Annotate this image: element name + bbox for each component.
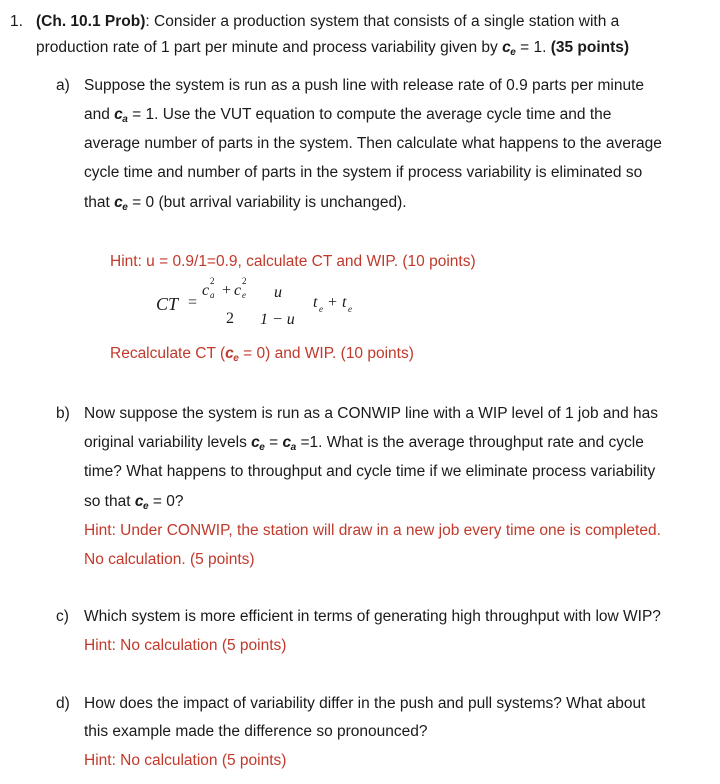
problem-points: (35 points)	[550, 39, 630, 56]
part-b-line-3: time? What happens to throughput and cycle time if we eliminate process variability	[84, 463, 656, 480]
part-a-line-5: that ce = 0 (but arrival variability is unchanged).	[84, 194, 407, 213]
problem-number: 1.	[10, 13, 23, 30]
formula-equals: =	[188, 294, 198, 311]
part-c-line-1: Which system is more efficient in terms of generating high throughput with low WIP?	[84, 608, 661, 625]
part-b-line-1: Now suppose the system is run as a CONWIP line with a WIP level of 1 job and has	[84, 405, 659, 422]
problem-statement-line-1: (Ch. 10.1 Prob): Consider a production system that consists of a single station with a	[36, 13, 620, 30]
part-a-line-4: cycle time and number of parts in the system if process variability is eliminated so	[84, 164, 643, 181]
part-b-marker: b)	[56, 405, 70, 422]
problem-label: (Ch. 10.1 Prob)	[36, 13, 146, 30]
part-a-marker: a)	[56, 77, 70, 94]
part-d-marker: d)	[56, 695, 70, 712]
part-b-hint-2: No calculation. (5 points)	[84, 551, 255, 568]
formula-lhs: CT	[156, 294, 179, 314]
part-a-line-1: Suppose the system is run as a push line with release rate of 0.9 parts per minute	[84, 77, 645, 94]
problem-statement-line-2: production rate of 1 part per minute and process variability given by ce = 1. (35 points)	[36, 39, 630, 58]
part-b-line-2: original variability levels ce = ca =1. What is the average throughput rate and cycle	[84, 434, 644, 453]
part-a-hint-2: Recalculate CT (ce = 0) and WIP. (10 points)	[110, 345, 414, 364]
part-d-line-2: this example made the difference so pronounced?	[84, 723, 428, 740]
part-b-line-4: so that ce = 0?	[84, 493, 184, 512]
part-c-marker: c)	[56, 608, 69, 625]
part-d-line-1: How does the impact of variability differ in the push and pull systems? What about	[84, 695, 646, 712]
vut-formula: CT = c 2 a + c 2 e 2 u 1 − u t e + t e	[156, 276, 352, 328]
part-b-hint-1: Hint: Under CONWIP, the station will draw in a new job every time one is completed.	[84, 522, 661, 539]
part-c-hint: Hint: No calculation (5 points)	[84, 637, 287, 654]
part-a-hint-1: Hint: u = 0.9/1=0.9, calculate CT and WIP. (10 points)	[110, 253, 476, 270]
part-a-line-3: average number of parts in the system. Then calculate what happens to the average	[84, 135, 662, 152]
part-d-hint: Hint: No calculation (5 points)	[84, 752, 287, 769]
part-a-line-2: and ca = 1. Use the VUT equation to compute the average cycle time and the	[84, 106, 612, 125]
